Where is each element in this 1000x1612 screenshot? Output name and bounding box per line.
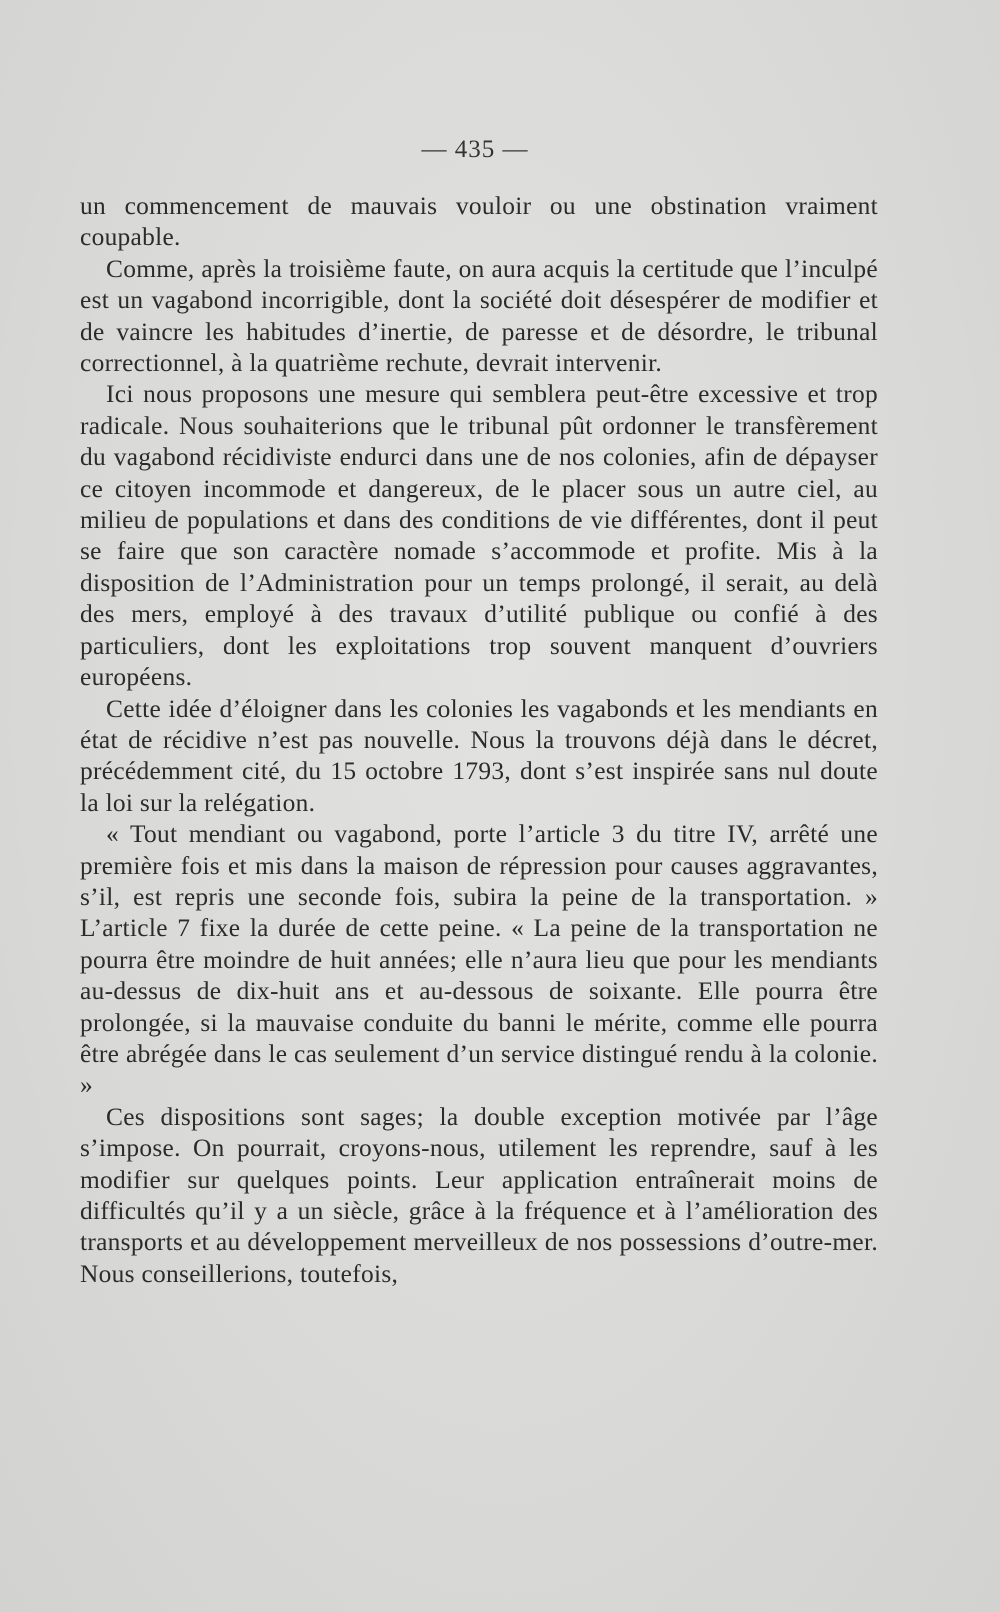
paragraph-3: Ici nous proposons une mesure qui semblera peut-être excessive et trop radicale. Nous souhaiterions que le tribunal pût ordonner le transfèrement du vagabond récidiviste endurci dans une de nos colonies, afin de dépayser ce citoyen incommode et dangereux, de le placer sous un autre ciel, au milieu de populations et dans des conditions de vie différentes, dont il peut se faire que son caractère nomade s’accommode et profite. Mis à la disposition de l’Administration pour un temps prolongé, il serait, au delà des mers, employé à des travaux d’utilité publique ou confié à des particuliers, dont les exploitations trop souvent manquent d’ouvriers européens. — [80, 380, 878, 692]
paragraph-1: un commencement de mauvais vouloir ou une obstination vraiment coupable. — [80, 192, 878, 252]
paragraph-2: Comme, après la troisième faute, on aura acquis la certitude que l’inculpé est un vagabond incorrigible, dont la société doit désespérer de modifier et de vaincre les habitudes d’inertie, de paresse et de désordre, le tribunal correctionnel, à la quatrième rechute, devrait intervenir. — [80, 254, 878, 378]
paragraph-4: Cette idée d’éloigner dans les colonies les vagabonds et les mendiants en état de récidive n’est pas nouvelle. Nous la trouvons déjà dans le décret, précédemment cité, du 15 octobre 1793, dont s’est inspirée sans nul doute la loi sur la relégation. — [80, 694, 878, 817]
body-text — [80, 191, 878, 1290]
paragraph-6: Ces dispositions sont sages; la double exception motivée par l’âge s’impose. On pourrait, croyons-nous, utilement les reprendre, sauf à les modifier sur quelques points. Leur application entraînerait moins de difficultés qu’il y a un siècle, grâce à la fréquence et à l’amélioration des transports et au développement merveilleux de nos possessions d’outre-mer. Nous conseillerions, toutefois, — [80, 1102, 878, 1288]
page-number: — 435 — — [421, 136, 529, 163]
paragraph-5: « Tout mendiant ou vagabond, porte l’article 3 du titre IV, arrêté une première fois et mis dans la maison de répression pour causes aggravantes, s’il, est repris une seconde fois, subira la peine de la transportation. » L’article 7 fixe la durée de cette peine. « La peine de la transportation ne pourra être moindre de huit années; elle n’aura lieu que pour les mendiants au-dessus de dix-huit ans et au-dessous de soixante. Elle pourra être prolongée, si la mauvaise conduite du banni le mérite, comme elle pourra être abrégée dans le cas seulement d’un service distingué rendu à la colonie. » — [80, 820, 878, 1100]
